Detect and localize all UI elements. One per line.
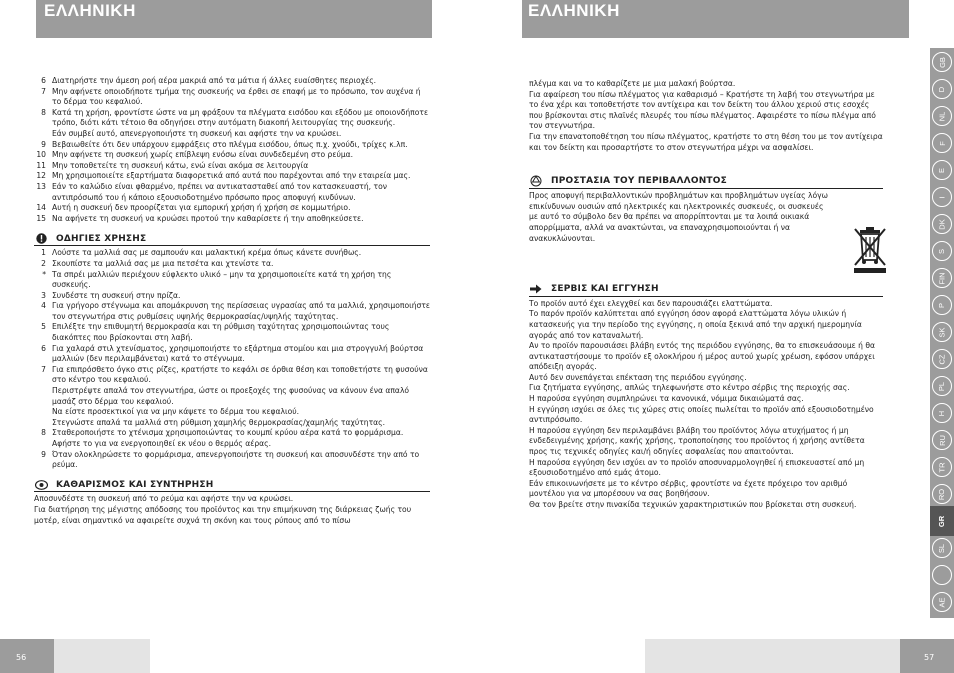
item-text: Σκουπίστε τα μαλλιά σας με μια πετσέτα και χτενίστε τα.: [52, 258, 274, 268]
usage-item: [34, 407, 430, 418]
cleaning-paragraph: Για αφαίρεση του πίσω πλέγματος για καθαρισμό – Κρατήστε τη λαβή του στεγνωτήρα με το ένα χέρι και τοποθετήστε τον αντίχειρα και τον δείκτη του άλλου χεριού στις εσοχές που βρίσκονται στις πλαϊνές πλευρές του πίσω πλέγματος. Αφαιρέστε το πίσω πλέγμα από τον στεγνωτήρα.: [529, 89, 876, 131]
recycle-icon: [529, 175, 543, 187]
language-tab-label: SK: [937, 326, 947, 338]
item-text: Για χαλαρά στιλ χτενίσματος, χρησιμοποιήστε το εξάρτημα στομίου και μια στρογγυλή βούρτσα μαλλιών (δεν περιλαμβάνεται) κατά το στέγνωμα.: [52, 343, 424, 364]
environment-section-header: [529, 175, 883, 189]
item-number: 4: [41, 301, 46, 311]
language-tab-label: TR: [937, 462, 947, 472]
left-content: [34, 76, 430, 526]
language-tab-label: PL: [937, 381, 947, 391]
cleaning-paragraph: Αποσυνδέστε τη συσκευή από το ρεύμα και αφήστε την να κρυώσει.: [34, 494, 294, 504]
item-text: Λούστε τα μαλλιά σας με σαμπουάν και μαλακτική κρέμα όπως κάνετε συνήθως.: [52, 248, 362, 258]
item-text: Στεγνώστε απαλά τα μαλλιά στη ρύθμιση χαμηλής θερμοκρασίας/χαμηλής ταχύτητας.: [52, 417, 386, 427]
item-text: Διατηρήστε την άμεση ροή αέρα μακριά από τα μάτια ή άλλες ευαίσθητες περιοχές.: [52, 76, 377, 85]
item-number: 1: [41, 248, 46, 258]
left-footer-bar: [54, 639, 150, 673]
item-number: 11: [36, 160, 46, 170]
service-paragraph: Αν το προϊόν παρουσιάσει βλάβη εντός της περιόδου εγγύησης, θα το επισκευάσουμε ή θα αντικαταστήσουμε το προϊόν εξ ολοκλήρου ή μέρος αυτού χωρίς χρέωση, εφόσον υπάρχει απόδειξη αγοράς.: [529, 341, 876, 372]
safety-item: [34, 171, 430, 182]
service-paragraph: Αυτό δεν συνεπάγεται επέκταση της περιόδου εγγύησης.: [529, 372, 747, 382]
left-header-bar: [36, 0, 432, 38]
cleaning-section-title: ΚΑΘΑΡΙΣΜΟΣ ΚΑΙ ΣΥΝΤΗΡΗΣΗ: [56, 479, 214, 490]
usage-item: [34, 291, 430, 302]
language-tab-label: RO: [937, 488, 947, 500]
item-text: Για επιπρόσθετο όγκο στις ρίζες, κρατήστε το κεφάλι σε όρθια θέση και τοποθετήστε τη φυσούνα στο κέντρο του κεφαλιού.: [52, 364, 428, 385]
item-number: 8: [41, 107, 46, 117]
language-tab-sl[interactable]: [932, 538, 952, 558]
safety-list: [34, 76, 430, 224]
language-tab-blank[interactable]: [932, 565, 952, 585]
cleaning-paragraph: Για διατήρηση της μέγιστης απόδοσης του προϊόντος και την επιμήκυνση της διάρκειας ζωής του μοτέρ, είναι σημαντικό να αφαιρείτε συχνά τη σκόνη και τους ρύπους από το πίσω: [34, 504, 412, 525]
safety-item: [34, 161, 430, 172]
usage-item: [34, 322, 430, 343]
eye-icon: [34, 480, 48, 490]
item-text: Να είστε προσεκτικοί για να μην κάψετε το δέρμα του κεφαλιού.: [52, 407, 300, 417]
safety-item: [34, 87, 430, 108]
warning-icon: [34, 233, 48, 244]
language-tab-f[interactable]: [932, 133, 952, 153]
item-text: Να αφήνετε τη συσκευή να κρυώσει προτού την καθαρίσετε ή την αποθηκεύσετε.: [52, 213, 364, 223]
language-tab-h[interactable]: [932, 403, 952, 423]
language-tab-label: E: [937, 167, 947, 173]
usage-item: [34, 365, 430, 386]
language-tab-label: RU: [937, 434, 947, 446]
left-page-number-box: [0, 639, 54, 673]
language-tab-label: D: [937, 86, 947, 92]
cleaning-continued-text: [529, 79, 883, 153]
language-tab-i[interactable]: [932, 187, 952, 207]
environment-section-title: ΠΡΟΣΤΑΣΙΑ ΤΟΥ ΠΕΡΙΒΑΛΛΟΝΤΟΣ: [551, 175, 727, 186]
usage-section-header: [34, 233, 430, 246]
language-tab-pl[interactable]: [932, 376, 952, 396]
service-section-header: [529, 284, 883, 297]
weee-crossed-bin-icon: [852, 226, 888, 274]
language-tab-s[interactable]: [932, 241, 952, 261]
item-number: 6: [41, 76, 46, 85]
item-text: Μην αφήνετε οποιοδήποτε τμήμα της συσκευής να έρθει σε επαφή με το πρόσωπο, τον αυχένα ή το δέρμα του κεφαλιού.: [52, 86, 421, 107]
item-text: Περιστρέψτε απαλά τον στεγνωτήρα, ώστε οι προεξοχές της φυσούνας να κάνουν ένα απαλό μασάζ στο δέρμα του κεφαλιού.: [52, 386, 410, 406]
left-page-number: 56: [16, 653, 27, 662]
item-text: Μην αφήνετε τη συσκευή χωρίς επίβλεψη ενόσω είναι συνδεδεμένη στο ρεύμα.: [52, 150, 354, 160]
service-section-title: ΣΕΡΒΙΣ ΚΑΙ ΕΓΓΥΗΣΗ: [551, 284, 659, 295]
item-number: 5: [41, 322, 46, 332]
usage-item: [34, 428, 430, 449]
language-tab-p[interactable]: [932, 295, 952, 315]
language-tab-label: NL: [937, 111, 947, 121]
safety-item: [34, 129, 430, 140]
service-paragraph: Η εγγύηση ισχύει σε όλες τις χώρες στις οποίες πωλείται το προϊόν από εξουσιοδοτημένο αντιπρόσωπο.: [529, 404, 874, 425]
language-tab-dk[interactable]: [932, 214, 952, 234]
right-page-number-box: [900, 639, 954, 673]
item-number: 13: [36, 181, 46, 191]
item-text: Εάν συμβεί αυτό, απενεργοποιήστε τη συσκευή και αφήστε την να κρυώσει.: [52, 128, 342, 138]
right-footer-bar: [645, 639, 900, 673]
language-tab-strip: [930, 48, 954, 618]
environment-text: [529, 191, 829, 244]
item-number: 6: [41, 343, 46, 353]
language-tab-cz[interactable]: [932, 349, 952, 369]
service-paragraph: Εάν επικοινωνήσετε με το κέντρο σέρβις, φροντίστε να έχετε πρόχειρο τον αριθμό μοντέλου για να μπορέσουν να σας βοηθήσουν.: [529, 478, 848, 499]
right-header-title: ΕΛΛΗΝΙΚΗ: [528, 1, 620, 20]
usage-item: [34, 450, 430, 471]
item-text: Αυτή η συσκευή δεν προορίζεται για εμπορική χρήση ή χρήση σε κομμωτήριο.: [52, 203, 351, 213]
language-tab-label: H: [937, 410, 947, 416]
language-tab-ae[interactable]: [932, 592, 952, 612]
item-text: Μη χρησιμοποιείτε εξαρτήματα διαφορετικά από αυτά που παρέχονται από την εταιρεία μας.: [52, 171, 411, 181]
item-text: Τα σπρέι μαλλιών περιέχουν εύφλεκτο υλικό – μην τα χρησιμοποιείτε κατά τη χρήση της συσκευής.: [52, 269, 392, 290]
language-tab-fin[interactable]: [932, 268, 952, 288]
item-number: 8: [41, 428, 46, 438]
usage-section-title: ΟΔΗΓΙΕΣ ΧΡΗΣΗΣ: [56, 233, 147, 244]
service-paragraph: Θα τον βρείτε στην πινακίδα τεχνικών χαρακτηριστικών που βρίσκεται στη συσκευή.: [529, 500, 857, 509]
cleaning-text: [34, 494, 430, 526]
usage-item: [34, 259, 430, 270]
language-tab-label: GR: [937, 515, 947, 527]
language-tab-gr[interactable]: [932, 511, 952, 531]
item-text: Συνδέστε τη συσκευή στην πρίζα.: [52, 290, 181, 300]
usage-list: [34, 248, 430, 470]
language-tab-label: S: [937, 248, 947, 254]
language-tab-label: FIN: [937, 271, 947, 285]
service-text: [529, 299, 883, 511]
language-tab-label: I: [937, 195, 947, 199]
safety-item: [34, 140, 430, 151]
item-text: Βεβαιωθείτε ότι δεν υπάρχουν εμφράξεις στο πλέγμα εισόδου, όπως π.χ. χνούδι, τρίχες κ.λπ.: [52, 139, 408, 149]
language-tab-ro[interactable]: [932, 484, 952, 504]
language-tab-tr[interactable]: [932, 457, 952, 477]
service-paragraph: Η παρούσα εγγύηση συμπληρώνει τα κανονικά, νόμιμα δικαιώματά σας.: [529, 394, 804, 404]
right-header-bar: [522, 0, 909, 38]
language-tab-d[interactable]: [932, 79, 952, 99]
service-paragraph: Η παρούσα εγγύηση δεν περιλαμβάνει βλάβη του προϊόντος λόγω ατυχήματος ή μη ενδεδειγμένης χρήσης, κακής χρήσης, τροποποίησης του προϊόντος ή χρήσης αντίθετα προς τις τεχνικές οδηγίες και/ή οδηγίες ασφαλείας που απαιτούνται.: [529, 425, 865, 457]
language-tab-label: DK: [937, 218, 947, 230]
usage-item: [34, 418, 430, 429]
item-number: 15: [36, 213, 46, 223]
item-number: 14: [36, 203, 46, 213]
language-tab-label: P: [937, 302, 947, 308]
item-number: 7: [41, 364, 46, 374]
item-text: Για γρήγορο στέγνωμα και απομάκρυνση της περίσσειας υγρασίας από τα μαλλιά, χρησιμοποιήστε τον στεγνωτήρα στις ρυθμίσεις υψηλής θερμοκρασίας/υψηλής ταχύτητας.: [52, 301, 430, 321]
item-text: Μην τοποθετείτε τη συσκευή κάτω, ενώ είναι ακόμα σε λειτουργία: [52, 160, 309, 170]
usage-item: [34, 270, 430, 291]
item-text: Όταν ολοκληρώσετε το φορμάρισμα, απενεργοποιήστε τη συσκευή και αποσυνδέστε την από το ρεύμα.: [52, 449, 420, 470]
item-number: 3: [41, 290, 46, 300]
service-paragraph: Για ζητήματα εγγύησης, απλώς τηλεφωνήστε στο κέντρο σέρβις της περιοχής σας.: [529, 383, 850, 393]
left-header-title: ΕΛΛΗΝΙΚΗ: [44, 1, 136, 20]
item-number: 2: [41, 258, 46, 268]
right-content: [529, 79, 883, 511]
safety-item: [34, 214, 430, 225]
item-text: Σταθεροποιήστε το χτένισμα χρησιμοποιώντας το κουμπί κρύου αέρα κατά το φορμάρισμα. Αφήστε το για να ενεργοποιηθεί εκ νέου ο θερμός αέρας.: [52, 428, 404, 448]
item-number: 7: [41, 86, 46, 96]
item-number: 12: [36, 171, 46, 181]
cleaning-paragraph: Για την επανατοποθέτηση του πίσω πλέγματος, κρατήστε το στη θέση του με τον αντίχειρα και τον δείκτη και προσαρτήστε το στον στεγνωτήρα μέχρι να ασφαλίσει.: [529, 131, 883, 152]
safety-item: [34, 108, 430, 129]
safety-item: [34, 182, 430, 203]
language-tab-label: SL: [937, 543, 947, 553]
service-paragraph: Το παρόν προϊόν καλύπτεται από εγγύηση όσον αφορά ελαττώματα λόγω υλικών ή κατασκευής για την περίοδο της εγγύησης, η οποία ξεκινά από την αρχική ημερομηνία αγοράς από τον καταναλωτή.: [529, 309, 862, 340]
service-paragraph: Το προϊόν αυτό έχει ελεγχθεί και δεν παρουσιάζει ελαττώματα.: [529, 298, 773, 308]
right-page: [477, 0, 954, 673]
usage-item: [34, 248, 430, 259]
item-text: Εάν το καλώδιο είναι φθαρμένο, πρέπει να αντικατασταθεί από τον κατασκευαστή, τον αντιπρόσωπό του ή κάποιο εξουσιοδοτημένο πρόσωπο προς αποφυγή κινδύνων.: [52, 181, 387, 202]
environment-paragraph: Προς αποφυγή περιβαλλοντικών προβλημάτων και προβλημάτων υγείας λόγω επικίνδυνων ουσιών από ηλεκτρικές και ηλεκτρονικές συσκευές, οι συσκευές με αυτό το σύμβολο δεν θα πρέπει να απορρίπτονται με τα λοιπά οικιακά απορρίμματα, αλλά να ανακτώνται, να επαναχρησιμοποιούνται ή να ανακυκλώνονται.: [529, 191, 828, 243]
safety-item: [34, 203, 430, 214]
language-tab-label: F: [937, 140, 947, 146]
language-tab-e[interactable]: [932, 160, 952, 180]
usage-item: [34, 386, 430, 407]
language-tab-nl[interactable]: [932, 106, 952, 126]
language-tab-label: GB: [937, 56, 947, 68]
language-tab-sk[interactable]: [932, 322, 952, 342]
item-number: 10: [36, 150, 46, 160]
language-tab-label: CZ: [937, 354, 947, 364]
cleaning-section-header: [34, 480, 430, 493]
right-page-number: 57: [924, 653, 935, 662]
cleaning-paragraph: πλέγμα και να το καθαρίζετε με μια μαλακή βούρτσα.: [529, 79, 736, 88]
service-paragraph: Η παρούσα εγγύηση δεν ισχύει αν το προϊόν αποσυναρμολογηθεί ή επισκευαστεί από μη εξουσιοδοτημένο από εμάς άτομο.: [529, 457, 865, 478]
item-number: *: [42, 269, 46, 279]
item-text: Επιλέξτε την επιθυμητή θερμοκρασία και τη ρύθμιση ταχύτητας χρησιμοποιώντας τους διακόπτες που βρίσκονται στη λαβή.: [52, 322, 390, 343]
language-tab-label: AE: [937, 596, 947, 608]
item-number: 9: [41, 449, 46, 459]
usage-item: [34, 344, 430, 365]
item-text: Κατά τη χρήση, φροντίστε ώστε να μη φράξουν τα πλέγματα εισόδου και εξόδου με οποιονδήποτε τρόπο, διότι κάτι τέτοιο θα οδηγήσει στην αυτόματη διακοπή λειτουργίας της συσκευής.: [52, 107, 429, 128]
safety-item: [34, 150, 430, 161]
item-number: 9: [41, 139, 46, 149]
language-tab-ru[interactable]: [932, 430, 952, 450]
safety-item: [34, 76, 430, 87]
usage-item: [34, 301, 430, 322]
arrow-right-icon: [529, 284, 543, 294]
language-tab-gb[interactable]: [932, 52, 952, 72]
